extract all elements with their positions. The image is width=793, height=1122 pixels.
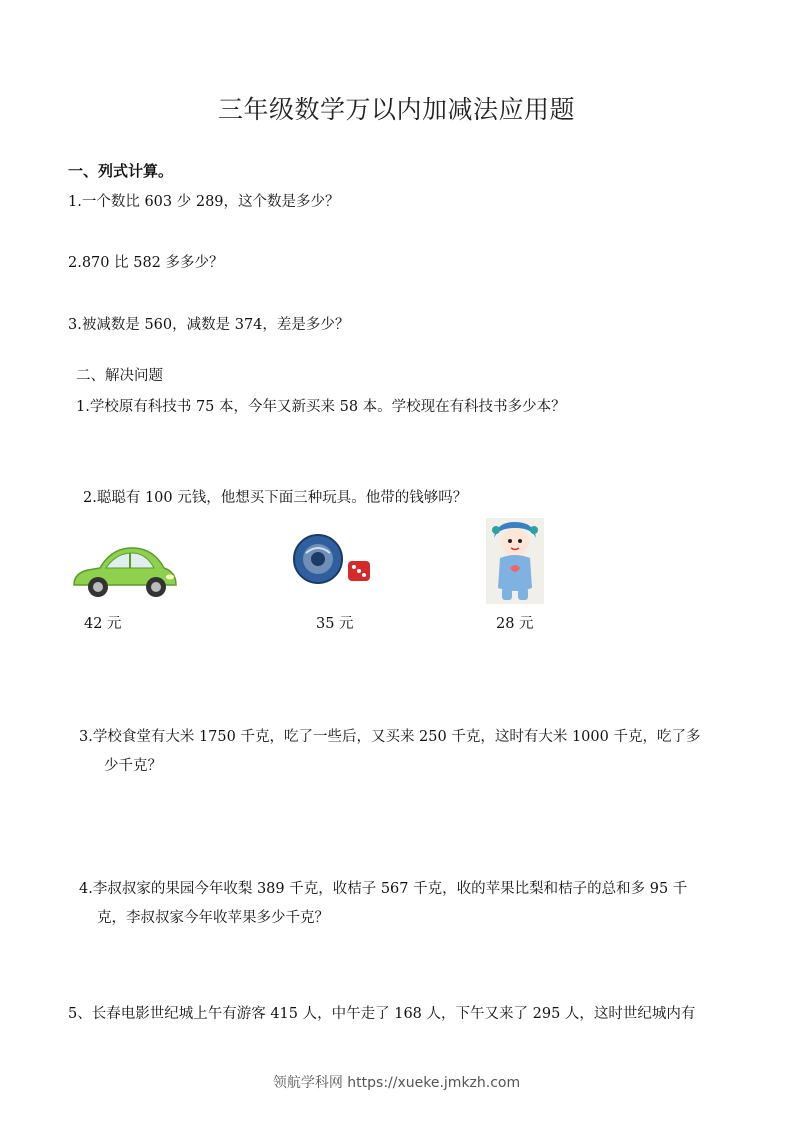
section1-heading: 一、列式计算。 bbox=[68, 162, 174, 180]
section1-item-3: 3.被减数是 560，减数是 374，差是多少？ bbox=[68, 317, 350, 333]
toy-car-icon bbox=[68, 535, 180, 605]
page-title: 三年级数学万以内加减法应用题 bbox=[217, 95, 575, 124]
problem-4-line-2: 克，李叔叔家今年收苹果多少千克？ bbox=[97, 910, 329, 926]
section1-item-2: 2.870 比 582 多多少？ bbox=[68, 255, 224, 271]
section1-item-1: 1.一个数比 603 少 289，这个数是多少？ bbox=[68, 194, 340, 210]
toy-price-1: 42 元 bbox=[84, 616, 122, 632]
mascot-doll-icon bbox=[486, 518, 544, 604]
toy-price-3: 28 元 bbox=[496, 616, 534, 632]
problem-4-line-1: 4.李叔叔家的果园今年收梨 389 千克，收桔子 567 千克，收的苹果比梨和桔子的总和多 95 千 bbox=[79, 881, 688, 897]
problem-3-line-1: 3.学校食堂有大米 1750 千克，吃了一些后，又买来 250 千克，这时有大米 1000 千克，吃了多 bbox=[79, 729, 701, 745]
section2-heading: 二、解决问题 bbox=[76, 368, 163, 384]
problem-1: 1.学校原有科技书 75 本，今年又新买来 58 本。学校现在有科技书多少本？ bbox=[76, 399, 566, 415]
problem-2: 2.聪聪有 100 元钱，他想买下面三种玩具。他带的钱够吗？ bbox=[83, 490, 468, 506]
problem-3-line-2: 少千克？ bbox=[104, 758, 162, 774]
yoyo-icon bbox=[292, 533, 382, 591]
footer-watermark: 领航学科网 https://xueke.jmkzh.com bbox=[272, 1075, 521, 1091]
toy-price-2: 35 元 bbox=[316, 616, 354, 632]
problem-5-line-1: 5、长春电影世纪城上午有游客 415 人，中午走了 168 人，下午又来了 295 人，这时世纪城内有 bbox=[68, 1006, 696, 1022]
